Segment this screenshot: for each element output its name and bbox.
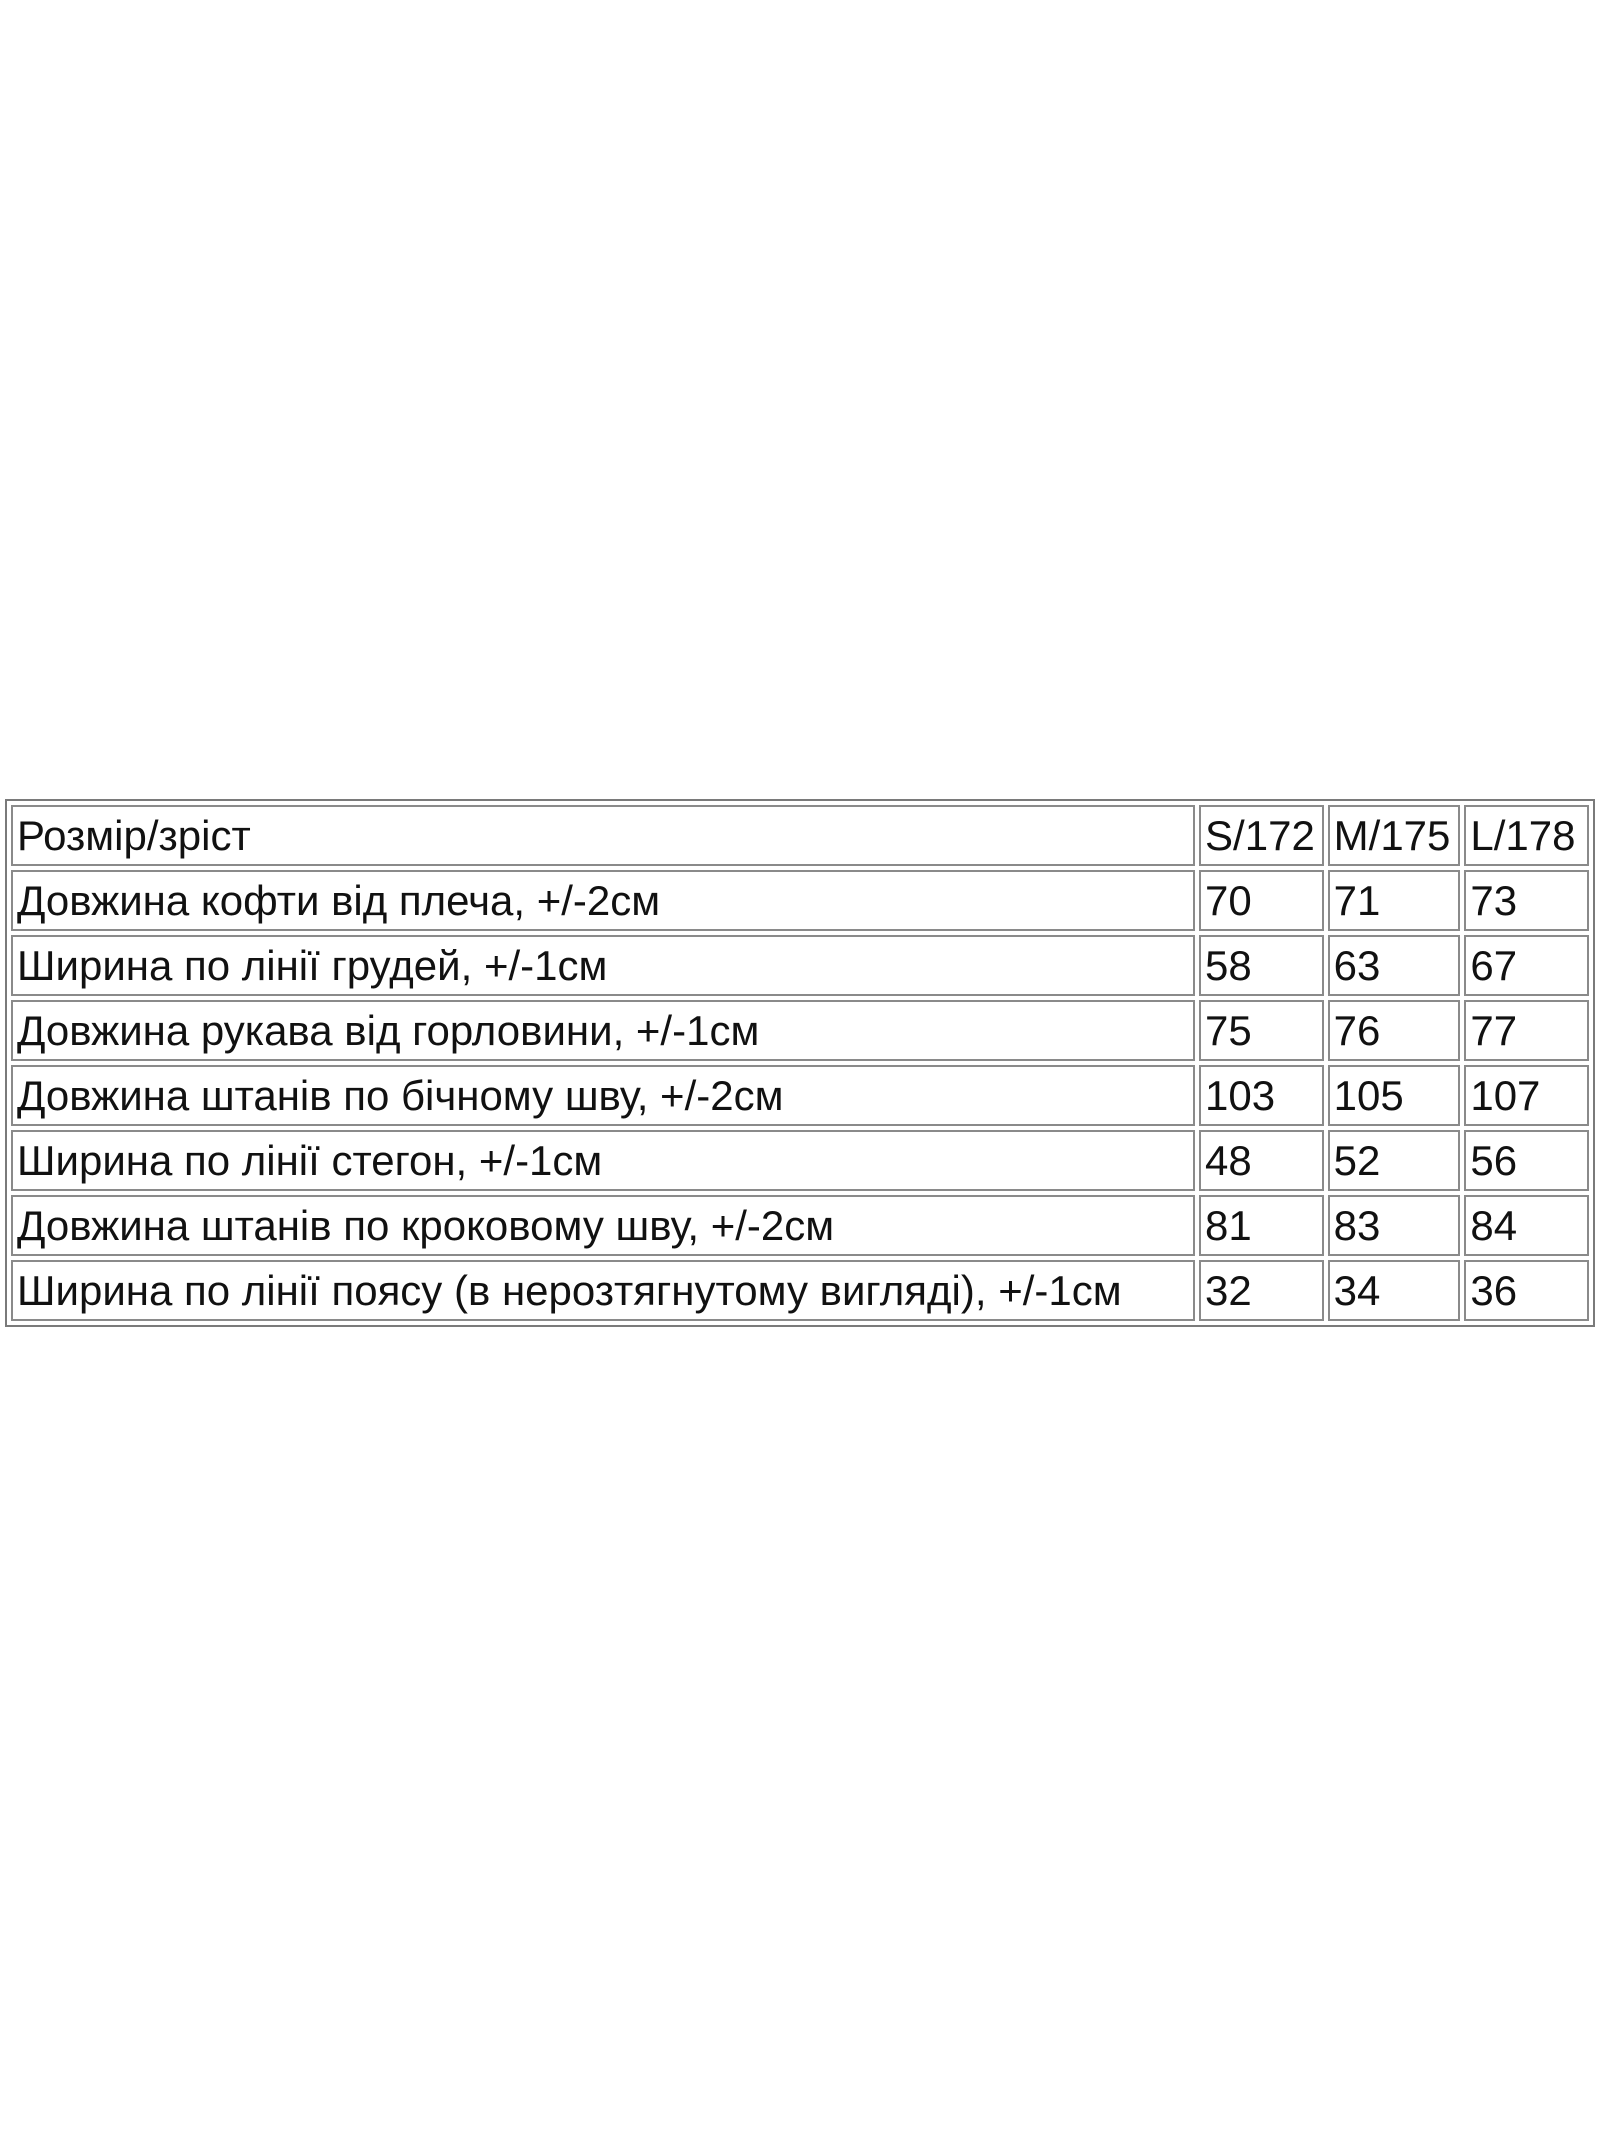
row-label: Ширина по лінії поясу (в нерозтягнутому вигляді), +/-1см	[11, 1260, 1195, 1321]
row-value-s: 81	[1199, 1195, 1324, 1256]
header-row	[11, 805, 1589, 866]
row-value-m: 52	[1328, 1130, 1461, 1191]
row-value-m: 105	[1328, 1065, 1461, 1126]
header-size-l: L/178	[1464, 805, 1589, 866]
row-label: Довжина рукава від горловини, +/-1см	[11, 1000, 1195, 1061]
row-value-m: 71	[1328, 870, 1461, 931]
row-label: Ширина по лінії грудей, +/-1см	[11, 935, 1195, 996]
row-label: Ширина по лінії стегон, +/-1см	[11, 1130, 1195, 1191]
table-row	[11, 1195, 1589, 1256]
table-row	[11, 870, 1589, 931]
row-value-s: 58	[1199, 935, 1324, 996]
row-label: Довжина штанів по кроковому шву, +/-2см	[11, 1195, 1195, 1256]
row-value-s: 48	[1199, 1130, 1324, 1191]
row-value-s: 70	[1199, 870, 1324, 931]
table-row	[11, 1260, 1589, 1321]
row-label: Довжина кофти від плеча, +/-2см	[11, 870, 1195, 931]
row-value-m: 76	[1328, 1000, 1461, 1061]
header-size-s: S/172	[1199, 805, 1324, 866]
row-value-s: 75	[1199, 1000, 1324, 1061]
row-value-s: 103	[1199, 1065, 1324, 1126]
table-row	[11, 1130, 1589, 1191]
row-value-l: 107	[1464, 1065, 1589, 1126]
row-value-l: 67	[1464, 935, 1589, 996]
size-chart	[5, 799, 1595, 1327]
row-label: Довжина штанів по бічному шву, +/-2см	[11, 1065, 1195, 1126]
row-value-l: 77	[1464, 1000, 1589, 1061]
row-value-m: 83	[1328, 1195, 1461, 1256]
row-value-l: 56	[1464, 1130, 1589, 1191]
row-value-m: 34	[1328, 1260, 1461, 1321]
row-value-m: 63	[1328, 935, 1461, 996]
row-value-l: 73	[1464, 870, 1589, 931]
row-value-l: 36	[1464, 1260, 1589, 1321]
header-label-cell: Розмір/зріст	[11, 805, 1195, 866]
table-row	[11, 935, 1589, 996]
row-value-s: 32	[1199, 1260, 1324, 1321]
table-row	[11, 1065, 1589, 1126]
size-table	[5, 799, 1595, 1327]
row-value-l: 84	[1464, 1195, 1589, 1256]
table-row	[11, 1000, 1589, 1061]
header-size-m: M/175	[1328, 805, 1461, 866]
